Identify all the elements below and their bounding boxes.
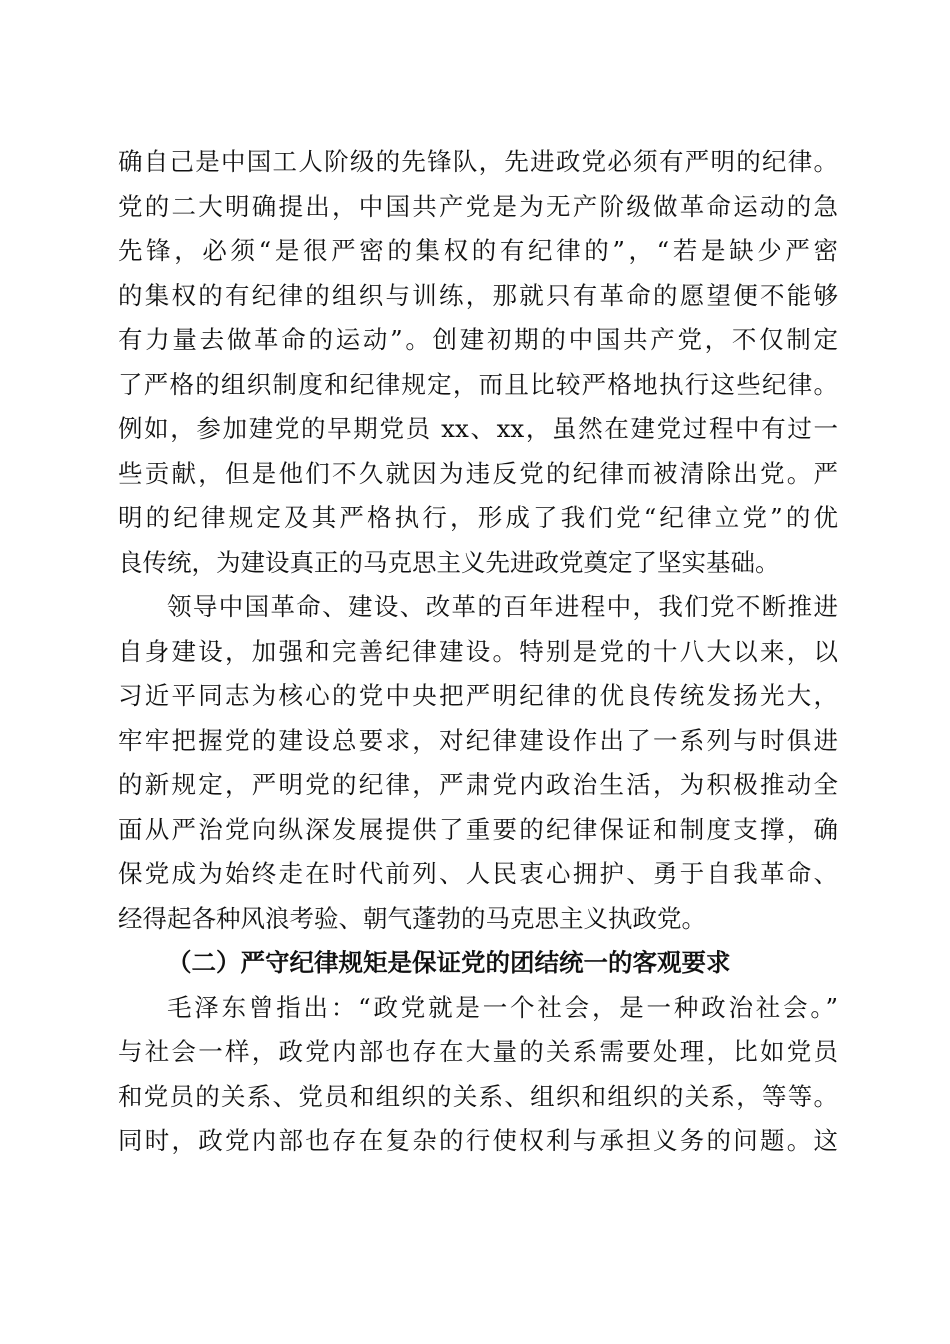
text-line: 良传统，为建设真正的马克思主义先进政党奠定了坚实基础。 [118,547,780,577]
text-line: 例如，参加建党的早期党员 xx、xx，虽然在建党过程中有过一 [118,414,838,443]
text-line: 和党员的关系、党员和组织的关系、组织和组织的关系，等等。 [118,1081,838,1111]
paragraph-discipline-founding [118,140,838,585]
text-line: 面从严治党向纵深发展提供了重要的纪律保证和制度支撑，确 [118,814,838,844]
text-line: 先锋，必须“是很严密的集权的有纪律的”，“若是缺少严密 [118,236,838,265]
text-line: 确自己是中国工人阶级的先锋队，先进政党必须有严明的纪律。 [118,147,838,176]
text-line: 牢牢把握党的建设总要求，对纪律建设作出了一系列与时俱进 [118,725,838,755]
text-line: 经得起各种风浪考验、朝气蓬勃的马克思主义执政党。 [118,903,706,933]
paragraph-century-progress [118,585,838,941]
paragraph-party-as-society [118,986,838,1164]
text-line: 的新规定，严明党的纪律，严肃党内政治生活，为积极推动全 [118,770,838,799]
text-line: 党的二大明确提出，中国共产党是为无产阶级做革命运动的急 [118,191,838,221]
text-line: 明的纪律规定及其严格执行，形成了我们党“纪律立党”的优 [118,503,838,532]
text-line: 毛泽东曾指出：“政党就是一个社会，是一种政治社会。” [167,992,838,1022]
text-line: 与社会一样，政党内部也存在大量的关系需要处理，比如党员 [118,1037,838,1066]
document-body [118,140,838,1164]
text-line: 自身建设，加强和完善纪律建设。特别是党的十八大以来，以 [118,636,838,666]
text-line: 领导中国革命、建设、改革的百年进程中，我们党不断推进 [167,592,838,621]
text-line: 保党成为始终走在时代前列、人民衷心拥护、勇于自我革命、 [118,859,838,888]
section-heading: （二）严守纪律规矩是保证党的团结统一的客观要求 [167,948,731,977]
text-line: 的集权的有纪律的组织与训练，那就只有革命的愿望便不能够 [118,280,838,310]
text-line: 有力量去做革命的运动”。创建初期的中国共产党，不仅制定 [118,325,838,354]
text-line: 了严格的组织制度和纪律规定，而且比较严格地执行这些纪律。 [118,369,838,399]
text-line: 些贡献，但是他们不久就因为违反党的纪律而被清除出党。严 [118,458,838,488]
text-line: 同时，政党内部也存在复杂的行使权利与承担义务的问题。这 [118,1126,838,1155]
text-line: 习近平同志为核心的党中央把严明纪律的优良传统发扬光大， [118,681,838,710]
